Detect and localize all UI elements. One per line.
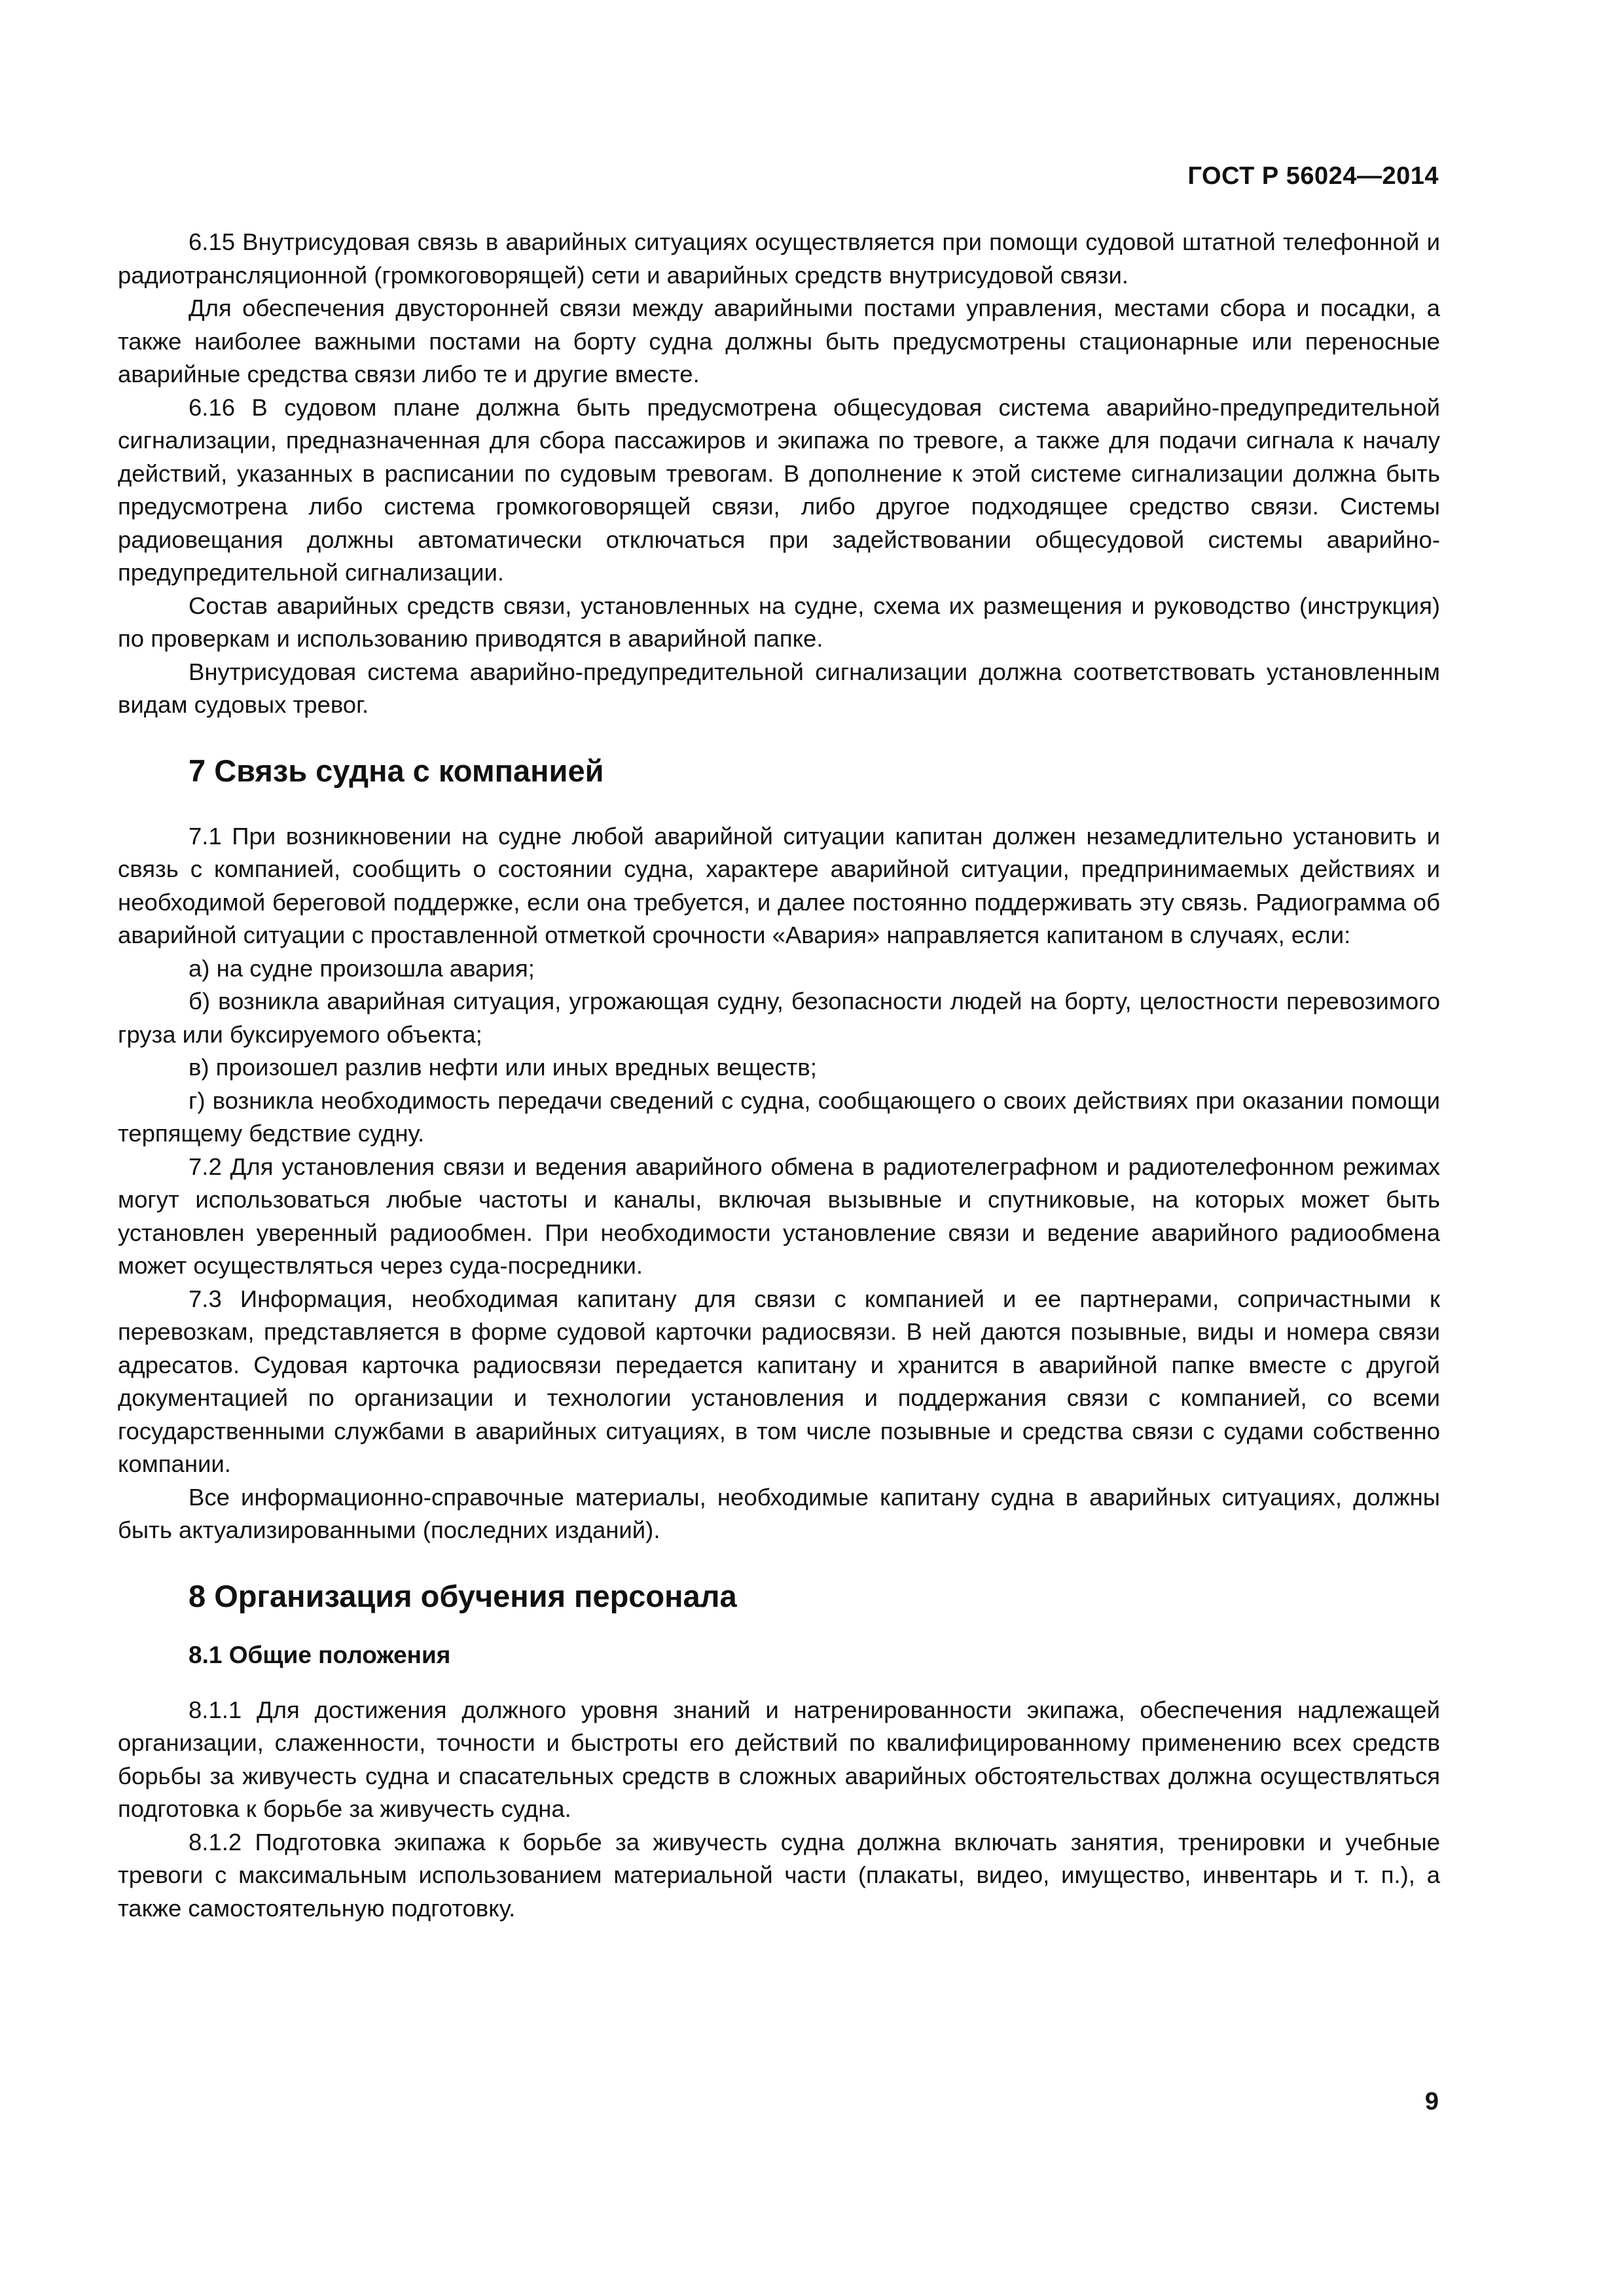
paragraph-8-1-1: 8.1.1 Для достижения должного уровня знаний и натренированности экипажа, обеспечения надлежащей организации, слаженности, точности и быстроты его действий по квалифицированному применению всех средств борьбы за живучесть судна и спасательных средств в сложных аварийных обстоятельствах должна осуществляться подготовка к борьбе за живучесть судна. — [118, 1696, 1440, 1822]
document-body — [118, 226, 1440, 1925]
page-number: 9 — [1424, 2088, 1439, 2115]
section-8-heading: 8 Организация обучения персонала — [189, 1578, 737, 1613]
paragraph-6-16: 6.16 В судовом плане должна быть предусмотрена общесудовая система аварийно-предупредительной сигнализации, предназначенная для сбора пассажиров и экипажа по тревоге, а также для подачи сигнала к началу действий, указанных в расписании по судовым тревогам. В дополнение к этой системе сигнализации должна быть предусмотрена либо система громкоговорящей связи, либо другое подходящее средство связи. Системы радиовещания должны автоматически отключаться при задействовании общесудовой системы аварийно-предупредительной сигнализации. — [118, 393, 1440, 586]
list-item-g: г) возникла необходимость передачи сведений с судна, сообщающего о своих действиях при оказании помощи терпящему бедствие судну. — [118, 1086, 1440, 1147]
paragraph-7-3-reference: Все информационно-справочные материалы, необходимые капитану судна в аварийных ситуациях, должны быть актуализированными (последних изданий). — [118, 1483, 1440, 1543]
paragraph-6-16-composition: Состав аварийных средств связи, установленных на судне, схема их размещения и руководство (инструкция) по проверкам и использованию приводятся в аварийной папке. — [118, 592, 1440, 652]
list-item-a: а) на судне произошла авария; — [189, 954, 535, 982]
paragraph-8-1-2: 8.1.2 Подготовка экипажа к борьбе за живучесть судна должна включать занятия, тренировки и учебные тревоги с максимальным использованием материальной части (плакаты, видео, имущество, инвентарь и т. п.), а также самостоятельную подготовку. — [118, 1828, 1440, 1922]
paragraph-7-3: 7.3 Информация, необходимая капитану для связи с компанией и ее партнерами, сопричастными к перевозкам, представляется в форме судовой карточки радиосвязи. В ней даются позывные, виды и номера связи адресатов. Судовая карточка радиосвязи передается капитану и хранится в аварийной папке вместе с другой документацией по организации и технологии установления и поддержания связи с компанией, со всеми государственными службами в аварийных ситуациях, в том числе позывные и средства связи с судами собственно компании. — [118, 1285, 1440, 1477]
list-item-v: в) произошел разлив нефти или иных вредных веществ; — [189, 1054, 817, 1081]
list-item-b: б) возникла аварийная ситуация, угрожающая судну, безопасности людей на борту, целостности перевозимого груза или буксируемого объекта; — [118, 988, 1440, 1048]
paragraph-7-2: 7.2 Для установления связи и ведения аварийного обмена в радиотелеграфном и радиотелефонном режимах могут использоваться любые частоты и каналы, включая вызывные и спутниковые, на которых может быть установлен уверенный радиообмен. При необходимости установление связи и ведение аварийного радиообмена может осуществляться через суда-посредники. — [118, 1153, 1440, 1279]
paragraph-7-1: 7.1 При возникновении на судне любой аварийной ситуации капитан должен незамедлительно установить и связь с компанией, сообщить о состоянии судна, характере аварийной ситуации, предпринимаемых действиях и необходимой береговой поддержке, если она требуется, и далее постоянно поддерживать эту связь. Радиограмма об аварийной ситуации с проставленной отметкой срочности «Авария» направляется капитаном в случаях, если: — [118, 822, 1440, 948]
paragraph-6-16-alarm-system: Внутрисудовая система аварийно-предупредительной сигнализации должна соответствовать установленным видам судовых тревог. — [118, 658, 1440, 718]
subsection-8-1-heading: 8.1 Общие положения — [189, 1641, 451, 1668]
document-code-header: ГОСТ Р 56024—2014 — [1187, 162, 1439, 190]
paragraph-6-15: 6.15 Внутрисудовая связь в аварийных ситуациях осуществляется при помощи судовой штатной телефонной и радиотрансляционной (громкоговорящей) сети и аварийных средств внутрисудовой связи. — [118, 228, 1440, 289]
section-7-heading: 7 Связь судна с компанией — [189, 753, 604, 788]
paragraph-6-15-two-way: Для обеспечения двусторонней связи между аварийными постами управления, местами сбора и посадки, а также наиболее важными постами на борту судна должны быть предусмотрены стационарные или переносные аварийные средства связи либо те и другие вместе. — [118, 295, 1440, 387]
